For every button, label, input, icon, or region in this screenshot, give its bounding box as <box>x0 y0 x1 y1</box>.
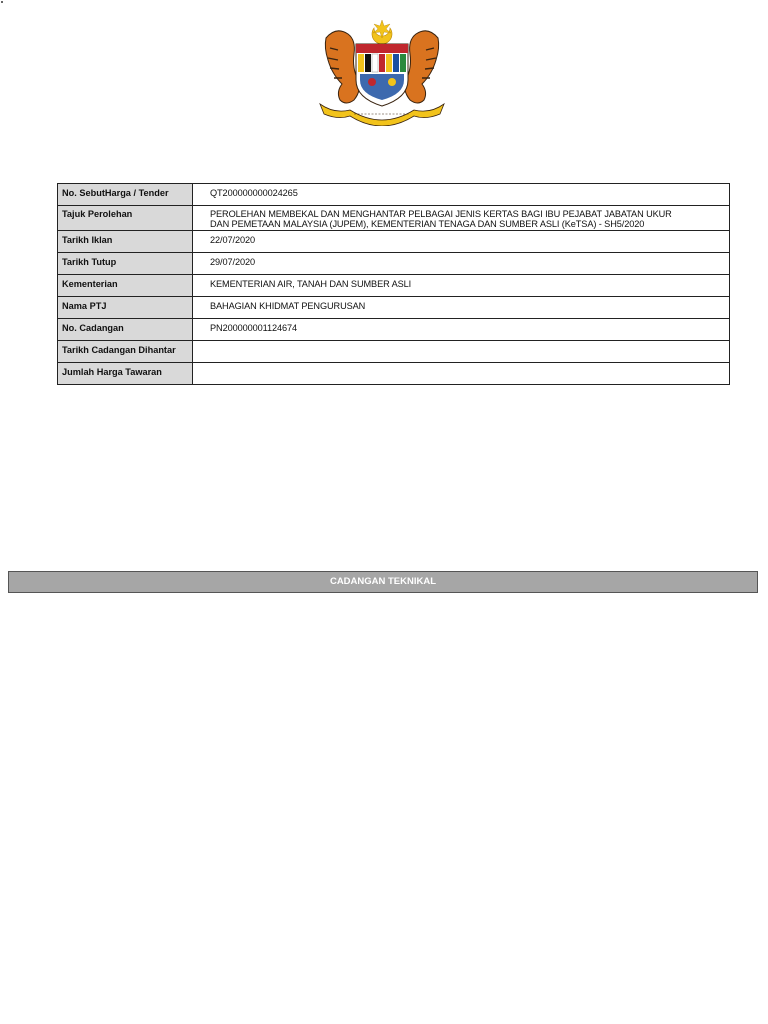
row-value: QT200000000024265 <box>193 184 730 206</box>
row-label: Tarikh Iklan <box>58 231 193 253</box>
table-row <box>58 319 730 341</box>
row-value <box>193 206 730 231</box>
row-value-line-1: PEROLEHAN MEMBEKAL DAN MENGHANTAR PELBAGAI JENIS KERTAS BAGI IBU PEJABAT JABATAN UKUR <box>210 209 672 219</box>
row-label: Tarikh Cadangan Dihantar <box>58 341 193 363</box>
row-label: Nama PTJ <box>58 297 193 319</box>
row-value <box>193 341 730 363</box>
table-row <box>58 184 730 206</box>
table-row <box>58 275 730 297</box>
row-label: Tajuk Perolehan <box>58 206 193 231</box>
row-label: Kementerian <box>58 275 193 297</box>
row-label: No. Cadangan <box>58 319 193 341</box>
row-value: BAHAGIAN KHIDMAT PENGURUSAN <box>193 297 730 319</box>
corner-mark <box>1 1 3 3</box>
row-label: Jumlah Harga Tawaran <box>58 363 193 385</box>
table-row <box>58 341 730 363</box>
row-value: PN200000001124674 <box>193 319 730 341</box>
row-label: No. SebutHarga / Tender <box>58 184 193 206</box>
table-row <box>58 206 730 231</box>
tender-info-table <box>57 183 730 385</box>
row-value <box>193 363 730 385</box>
table-row <box>58 253 730 275</box>
table-row <box>58 363 730 385</box>
row-value: 22/07/2020 <box>193 231 730 253</box>
row-value-line-2: DAN PEMETAAN MALAYSIA (JUPEM), KEMENTERIAN TENAGA DAN SUMBER ASLI (KeTSA) - SH5/2020 <box>210 219 645 229</box>
row-value: 29/07/2020 <box>193 253 730 275</box>
section-header-cadangan-teknikal: CADANGAN TEKNIKAL <box>8 571 758 593</box>
row-value: KEMENTERIAN AIR, TANAH DAN SUMBER ASLI <box>193 275 730 297</box>
table-row <box>58 231 730 253</box>
table-row <box>58 297 730 319</box>
malaysia-coat-of-arms-icon <box>314 18 450 126</box>
row-label: Tarikh Tutup <box>58 253 193 275</box>
